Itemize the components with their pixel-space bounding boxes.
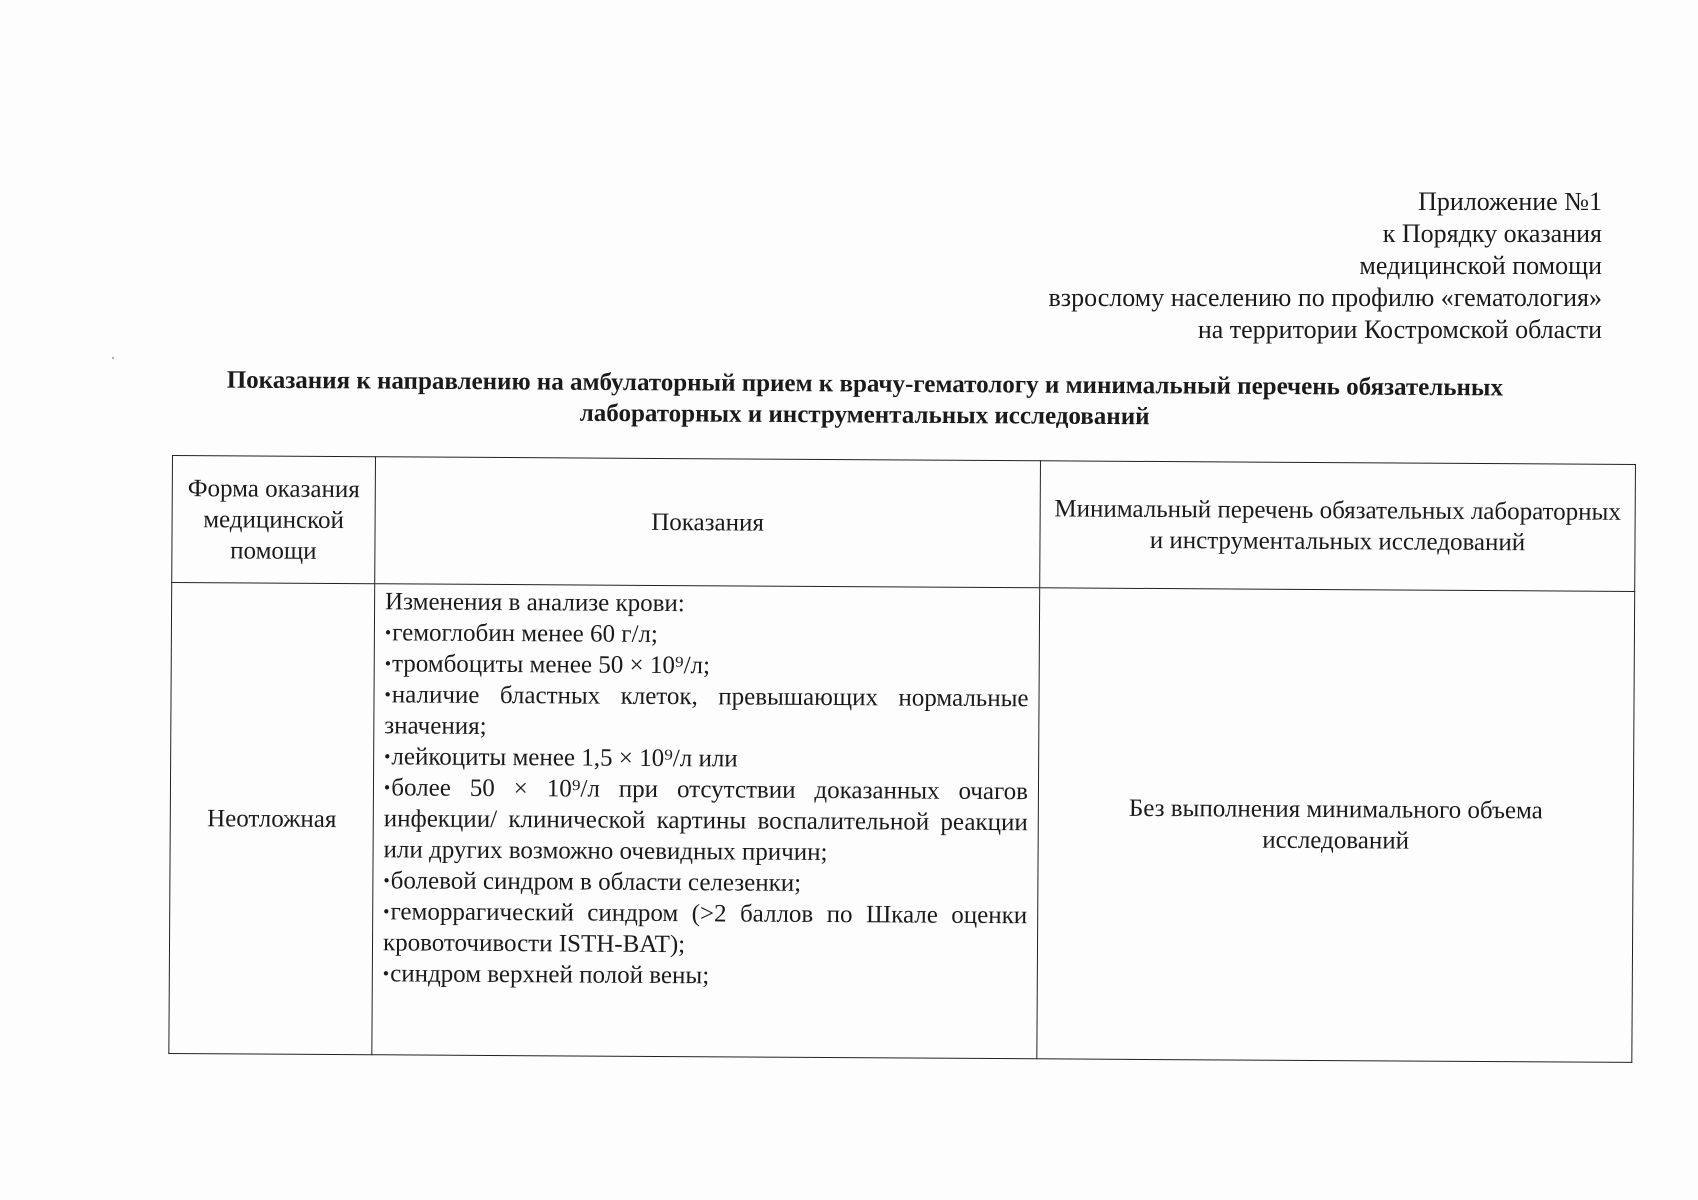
bullet-icon: • — [382, 963, 390, 984]
appendix-line: Приложение №1 — [1418, 187, 1602, 216]
indication-text: тромбоциты менее 50 × 10⁹/л; — [391, 650, 711, 680]
indication-text: синдром верхней полой вены; — [390, 960, 710, 990]
appendix-line: к Порядку оказания — [1382, 219, 1602, 248]
bullet-icon: • — [384, 653, 392, 674]
indications-table — [168, 455, 1636, 1063]
bullet-icon: • — [383, 870, 390, 891]
bullet-icon: • — [383, 901, 390, 922]
cell-form: Неотложная — [169, 583, 375, 1055]
indication-item — [384, 679, 1028, 745]
indication-text: геморрагический синдром (>2 баллов по Шкале оценки кровоточивости ISTH-BAT); — [382, 898, 1028, 959]
header-min-list: Минимальный перечень обязательных лабораторных и инструментальных исследований — [1040, 461, 1636, 592]
indication-item — [385, 617, 1029, 652]
appendix-line: медицинской помощи — [1359, 251, 1602, 280]
indications-table-wrapper — [168, 455, 1636, 1063]
indication-item — [383, 772, 1028, 869]
indication-text: лейкоциты менее 1,5 × 10⁹/л или — [391, 743, 738, 773]
table-row — [169, 583, 1635, 1063]
cell-min-list: Без выполнения минимального объема исследований — [1037, 588, 1635, 1063]
indication-item — [383, 958, 1027, 993]
document-title — [125, 364, 1605, 435]
indication-text: более 50 × 10⁹/л при отсутствии доказанных очагов инфекции/ клинической картины воспалительной реакции или других возможно очевидных причин; — [383, 774, 1029, 867]
indications-intro: Изменения в анализе крови: — [385, 588, 685, 618]
indication-item — [384, 741, 1028, 776]
indication-item — [383, 865, 1027, 900]
document-title-line: лабораторных и инструментальных исследований — [579, 399, 1150, 431]
bullet-icon: • — [384, 746, 391, 767]
indication-item — [385, 648, 1029, 683]
appendix-header — [1049, 186, 1602, 346]
indication-item — [383, 896, 1027, 962]
indication-text: болевой синдром в области селезенки; — [390, 867, 802, 897]
cell-indications — [372, 584, 1040, 1059]
indication-text: гемоглобин менее 60 г/л; — [392, 619, 658, 648]
bullet-icon: • — [383, 777, 391, 798]
table-header-row — [172, 456, 1636, 592]
document-title-line: Показания к направлению на амбулаторный прием к врачу-гематологу и минимальный перечень обязательных — [226, 366, 1504, 402]
header-indications: Показания — [375, 457, 1041, 588]
appendix-line: на территории Костромской области — [1197, 315, 1602, 344]
scan-speck — [112, 357, 114, 359]
indication-text: наличие бластных клеток, превышающих нормальные значения; — [384, 681, 1029, 740]
header-form: Форма оказания медицинской помощи — [172, 456, 376, 584]
bullet-icon: • — [384, 684, 391, 705]
bullet-icon: • — [384, 622, 392, 643]
appendix-line: взрослому населению по профилю «гематология» — [1048, 283, 1602, 312]
